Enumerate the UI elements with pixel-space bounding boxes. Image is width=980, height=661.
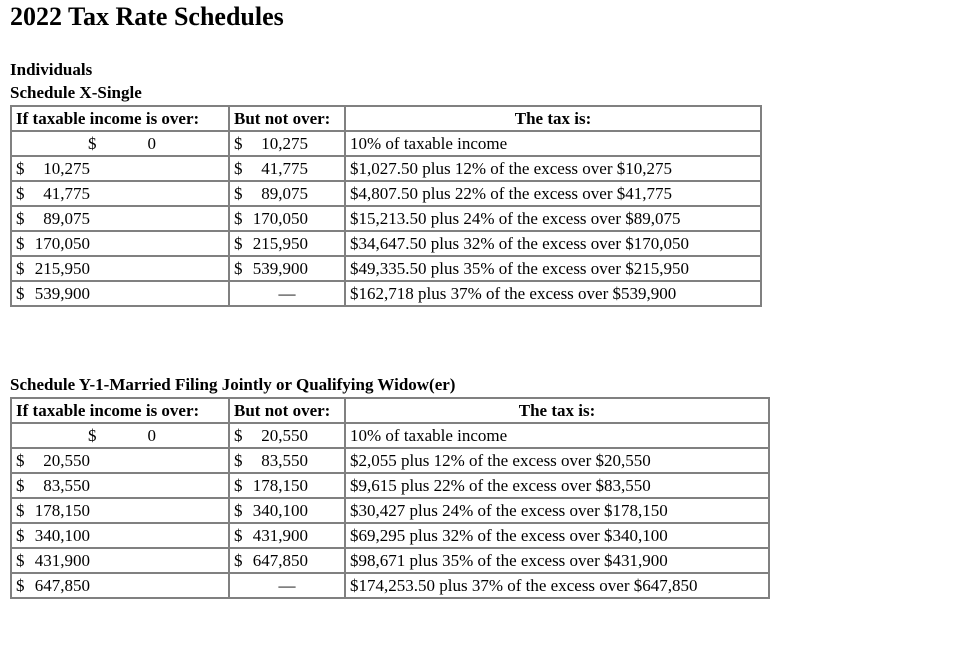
table-row [11, 206, 761, 231]
table-row [11, 448, 769, 473]
table-row [11, 131, 761, 156]
schedule-x-title: Schedule X-Single [10, 83, 142, 102]
amount-over: 0 [147, 133, 156, 153]
cell-tax: $30,427 plus 24% of the excess over $178,150 [345, 498, 769, 523]
amount-over: 20,550 [43, 450, 90, 470]
currency-symbol: $ [88, 133, 97, 153]
amount-not-over: 178,150 [252, 475, 308, 495]
table-row [11, 548, 769, 573]
amount-not-over: 83,550 [261, 450, 308, 470]
amount-not-over: 340,100 [252, 500, 308, 520]
currency-symbol: $ [16, 283, 25, 303]
cell-not-over [229, 473, 345, 498]
table-row [11, 181, 761, 206]
amount-not-over: 20,550 [261, 425, 308, 445]
cell-tax: $4,807.50 plus 22% of the excess over $41,775 [345, 181, 761, 206]
table-row [11, 523, 769, 548]
cell-over [11, 181, 229, 206]
currency-symbol: $ [234, 158, 243, 178]
table-row [11, 573, 769, 598]
currency-symbol: $ [16, 450, 25, 470]
amount-over: 340,100 [34, 525, 90, 545]
amount-not-over: 539,900 [252, 258, 308, 278]
cell-over [11, 231, 229, 256]
cell-not-over [229, 181, 345, 206]
cell-not-over [229, 548, 345, 573]
amount-over: 83,550 [43, 475, 90, 495]
currency-symbol: $ [234, 233, 243, 253]
cell-over [11, 156, 229, 181]
table-row [11, 156, 761, 181]
schedule-x-table [10, 105, 762, 307]
amount-not-over: 647,850 [252, 550, 308, 570]
amount-over: 215,950 [34, 258, 90, 278]
cell-not-over [229, 523, 345, 548]
table-row [11, 281, 761, 306]
currency-symbol: $ [88, 425, 97, 445]
currency-symbol: $ [16, 233, 25, 253]
header-not-over: But not over: [229, 106, 345, 131]
amount-over: 539,900 [34, 283, 90, 303]
cell-tax: $174,253.50 plus 37% of the excess over $647,850 [345, 573, 769, 598]
cell-not-over [229, 156, 345, 181]
currency-symbol: $ [16, 183, 25, 203]
cell-tax: 10% of taxable income [345, 131, 761, 156]
table-row [11, 231, 761, 256]
header-not-over: But not over: [229, 398, 345, 423]
currency-symbol: $ [234, 500, 243, 520]
schedule-y1-body [11, 423, 769, 598]
cell-tax: $15,213.50 plus 24% of the excess over $89,075 [345, 206, 761, 231]
currency-symbol: $ [234, 133, 243, 153]
cell-tax: $34,647.50 plus 32% of the excess over $170,050 [345, 231, 761, 256]
currency-symbol: $ [16, 208, 25, 228]
cell-tax: $69,295 plus 32% of the excess over $340,100 [345, 523, 769, 548]
schedule-y1-title: Schedule Y-1-Married Filing Jointly or Qualifying Widow(er) [10, 375, 456, 394]
amount-over: 178,150 [34, 500, 90, 520]
currency-symbol: $ [234, 450, 243, 470]
section-label-individuals: Individuals [10, 60, 93, 79]
currency-symbol: $ [16, 158, 25, 178]
cell-not-over [229, 498, 345, 523]
currency-symbol: $ [16, 500, 25, 520]
header-tax: The tax is: [345, 398, 769, 423]
amount-not-over: 89,075 [261, 183, 308, 203]
amount-not-over: 215,950 [252, 233, 308, 253]
cell-tax: $98,671 plus 35% of the excess over $431,900 [345, 548, 769, 573]
header-over: If taxable income is over: [11, 106, 229, 131]
cell-tax: 10% of taxable income [345, 423, 769, 448]
table-row [11, 423, 769, 448]
cell-over [11, 423, 229, 448]
currency-symbol: $ [234, 258, 243, 278]
currency-symbol: $ [16, 475, 25, 495]
cell-over [11, 131, 229, 156]
header-over: If taxable income is over: [11, 398, 229, 423]
cell-over [11, 498, 229, 523]
cell-tax: $49,335.50 plus 35% of the excess over $215,950 [345, 256, 761, 281]
page-title: 2022 Tax Rate Schedules [10, 2, 284, 31]
cell-not-over: — [229, 281, 345, 306]
amount-not-over: 431,900 [252, 525, 308, 545]
header-tax: The tax is: [345, 106, 761, 131]
amount-over: 647,850 [34, 575, 90, 595]
amount-over: 170,050 [34, 233, 90, 253]
currency-symbol: $ [234, 208, 243, 228]
cell-over [11, 523, 229, 548]
table-header-row [11, 398, 769, 423]
amount-not-over: 10,275 [261, 133, 308, 153]
cell-not-over [229, 448, 345, 473]
cell-not-over [229, 423, 345, 448]
currency-symbol: $ [234, 525, 243, 545]
currency-symbol: $ [16, 575, 25, 595]
cell-tax: $2,055 plus 12% of the excess over $20,550 [345, 448, 769, 473]
schedule-y1-table [10, 397, 770, 599]
cell-not-over [229, 206, 345, 231]
cell-over [11, 281, 229, 306]
cell-tax: $162,718 plus 37% of the excess over $539,900 [345, 281, 761, 306]
amount-over: 89,075 [43, 208, 90, 228]
currency-symbol: $ [16, 258, 25, 278]
cell-not-over [229, 231, 345, 256]
currency-symbol: $ [234, 475, 243, 495]
cell-over [11, 448, 229, 473]
cell-over [11, 256, 229, 281]
schedule-x-body [11, 131, 761, 306]
cell-over [11, 473, 229, 498]
amount-over: 431,900 [34, 550, 90, 570]
currency-symbol: $ [234, 550, 243, 570]
currency-symbol: $ [16, 550, 25, 570]
table-row [11, 473, 769, 498]
cell-tax: $1,027.50 plus 12% of the excess over $10,275 [345, 156, 761, 181]
cell-over [11, 573, 229, 598]
amount-over: 41,775 [43, 183, 90, 203]
cell-not-over [229, 131, 345, 156]
currency-symbol: $ [234, 183, 243, 203]
table-header-row [11, 106, 761, 131]
table-row [11, 256, 761, 281]
cell-over [11, 548, 229, 573]
cell-not-over: — [229, 573, 345, 598]
currency-symbol: $ [16, 525, 25, 545]
amount-not-over: 41,775 [261, 158, 308, 178]
amount-over: 10,275 [43, 158, 90, 178]
cell-tax: $9,615 plus 22% of the excess over $83,550 [345, 473, 769, 498]
table-row [11, 498, 769, 523]
cell-over [11, 206, 229, 231]
cell-not-over [229, 256, 345, 281]
amount-over: 0 [147, 425, 156, 445]
amount-not-over: 170,050 [252, 208, 308, 228]
currency-symbol: $ [234, 425, 243, 445]
